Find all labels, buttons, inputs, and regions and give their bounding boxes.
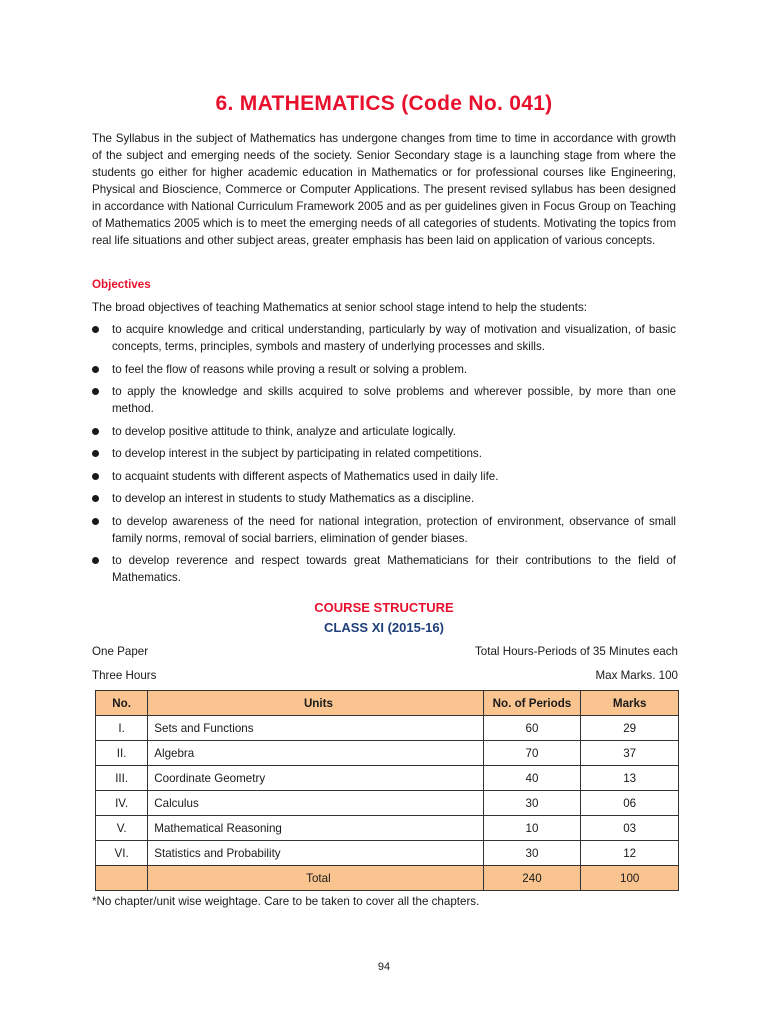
bullet-icon xyxy=(92,450,99,457)
objective-text: to apply the knowledge and skills acquired to solve problems and wherever possible, by more than one method. xyxy=(112,385,676,415)
unit-marks: 37 xyxy=(581,741,679,766)
unit-name: Sets and Functions xyxy=(148,716,483,741)
objectives-list xyxy=(92,321,676,592)
paper-label: One Paper xyxy=(92,645,149,658)
bullet-icon xyxy=(92,428,99,435)
unit-periods: 70 xyxy=(483,741,581,766)
unit-no: III. xyxy=(96,766,148,791)
bullet-icon xyxy=(92,366,99,373)
duration-info-row xyxy=(92,669,678,682)
unit-marks: 12 xyxy=(581,841,679,866)
total-periods: 240 xyxy=(483,866,581,891)
unit-name: Statistics and Probability xyxy=(148,841,483,866)
unit-name: Coordinate Geometry xyxy=(148,766,483,791)
bullet-icon xyxy=(92,473,99,480)
header-marks: Marks xyxy=(581,691,679,716)
bullet-icon xyxy=(92,326,99,333)
header-units: Units xyxy=(148,691,483,716)
table-row xyxy=(96,716,679,741)
unit-no: IV. xyxy=(96,791,148,816)
objective-item xyxy=(92,445,676,462)
header-no: No. xyxy=(96,691,148,716)
bullet-icon xyxy=(92,388,99,395)
intro-paragraph: The Syllabus in the subject of Mathematics has undergone changes from time to time in accordance with growth of the subject and emerging needs of the society. Senior Secondary stage is a launching stage from where the students go either for higher academic education in Mathematics or for professional courses like Engineering, Physical and Bioscience, Commerce or Computer Applications. The present revised syllabus has been designed in accordance with National Curriculum Framework 2005 and as per guidelines given in Focus Group on Teaching of Mathematics 2005 which is to meet the emerging needs of all categories of students. Motivating the topics from real life situations and other subject areas, greater emphasis has been laid on application of various concepts. xyxy=(92,132,676,247)
footnote: *No chapter/unit wise weightage. Care to be taken to cover all the chapters. xyxy=(92,895,480,908)
table-row xyxy=(96,791,679,816)
course-structure-table xyxy=(95,690,679,891)
objective-text: to feel the flow of reasons while proving a result or solving a problem. xyxy=(112,362,468,376)
unit-name: Calculus xyxy=(148,791,483,816)
unit-marks: 29 xyxy=(581,716,679,741)
objectives-heading: Objectives xyxy=(92,278,151,291)
unit-periods: 60 xyxy=(483,716,581,741)
paper-info-row xyxy=(92,645,678,658)
objective-item xyxy=(92,361,676,378)
objective-text: to develop an interest in students to study Mathematics as a discipline. xyxy=(112,492,475,505)
unit-no: VI. xyxy=(96,841,148,866)
objective-item xyxy=(92,423,676,440)
objective-item xyxy=(92,490,676,507)
objective-text: to acquire knowledge and critical understanding, particularly by way of motivation and visualization, of basic concepts, terms, principles, symbols and mastery of underlying processes and skills. xyxy=(112,323,676,353)
objective-text: to develop interest in the subject by participating in related competitions. xyxy=(112,447,482,460)
page-number: 94 xyxy=(377,961,391,973)
unit-periods: 10 xyxy=(483,816,581,841)
unit-name: Algebra xyxy=(148,741,483,766)
objective-text: to acquaint students with different aspects of Mathematics used in daily life. xyxy=(112,469,499,483)
unit-periods: 30 xyxy=(483,841,581,866)
objective-item xyxy=(92,513,676,547)
objectives-lead: The broad objectives of teaching Mathematics at senior school stage intend to help the students: xyxy=(92,301,587,314)
objective-text: to develop positive attitude to think, analyze and articulate logically. xyxy=(112,424,456,438)
duration-label: Three Hours xyxy=(92,669,157,682)
bullet-icon xyxy=(92,495,99,502)
objective-item xyxy=(92,383,676,417)
unit-marks: 03 xyxy=(581,816,679,841)
total-marks: 100 xyxy=(581,866,679,891)
unit-marks: 13 xyxy=(581,766,679,791)
table-row xyxy=(96,741,679,766)
objective-item xyxy=(92,468,676,485)
unit-name: Mathematical Reasoning xyxy=(148,816,483,841)
course-structure-heading: COURSE STRUCTURE xyxy=(314,600,454,615)
total-label: Total xyxy=(148,866,483,891)
total-blank-cell xyxy=(96,866,148,891)
page-title: 6. MATHEMATICS (Code No. 041) xyxy=(215,92,553,115)
table-row xyxy=(96,841,679,866)
unit-no: II. xyxy=(96,741,148,766)
unit-no: I. xyxy=(96,716,148,741)
header-periods: No. of Periods xyxy=(483,691,581,716)
table-total-row xyxy=(96,866,679,891)
bullet-icon xyxy=(92,557,99,564)
unit-periods: 30 xyxy=(483,791,581,816)
table-header-row xyxy=(96,691,679,716)
class-subheading: CLASS XI (2015-16) xyxy=(324,620,444,635)
hours-periods-label: Total Hours-Periods of 35 Minutes each xyxy=(475,645,678,658)
max-marks-label: Max Marks. 100 xyxy=(595,669,678,682)
objective-text: to develop reverence and respect towards great Mathematicians for their contributions to the field of Mathematics. xyxy=(112,554,676,584)
unit-marks: 06 xyxy=(581,791,679,816)
unit-periods: 40 xyxy=(483,766,581,791)
table-row xyxy=(96,766,679,791)
objective-text: to develop awareness of the need for national integration, protection of environment, observance of small family norms, removal of social barriers, elimination of gender biases. xyxy=(112,514,676,545)
unit-no: V. xyxy=(96,816,148,841)
bullet-icon xyxy=(92,518,99,525)
objective-item xyxy=(92,552,676,586)
objective-item xyxy=(92,321,676,355)
table-row xyxy=(96,816,679,841)
